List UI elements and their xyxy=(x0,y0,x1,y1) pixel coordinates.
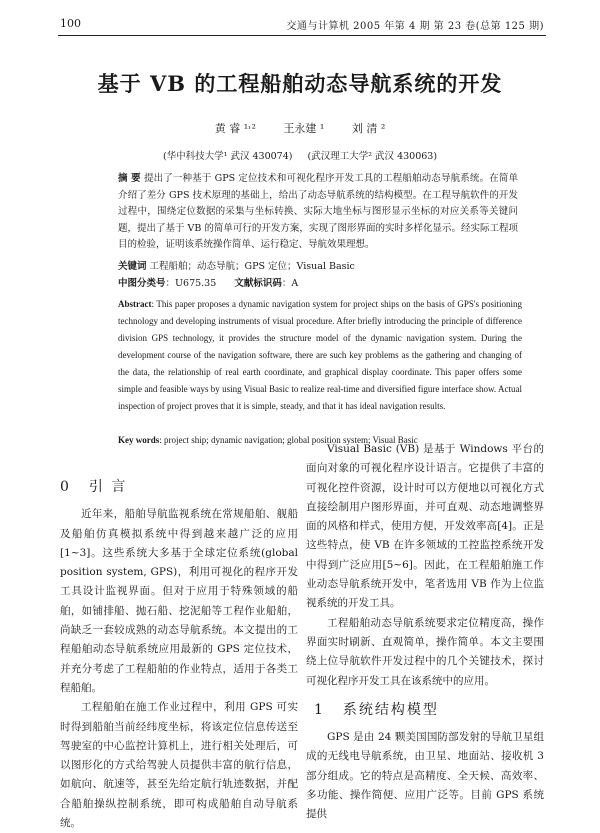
author-3: 刘 清 ² xyxy=(351,122,386,135)
abstract-cn-label: 摘 要 xyxy=(118,173,141,184)
affiliation-2: (武汉理工大学² 武汉 430063) xyxy=(307,151,438,162)
classification-line xyxy=(118,275,298,289)
section-0-number: 0 xyxy=(60,479,71,495)
header-rule xyxy=(58,35,546,36)
affiliation-1: (华中科技大学¹ 武汉 430074) xyxy=(162,151,293,162)
clc-label: 中图分类号 xyxy=(118,278,166,289)
abstract-cn xyxy=(118,171,518,254)
author-2: 王永建 ¹ xyxy=(283,122,325,135)
affiliations xyxy=(0,148,600,162)
abstract-en xyxy=(118,296,522,415)
left-column xyxy=(60,478,298,833)
keywords-cn xyxy=(118,258,355,272)
keywords-cn-text: 工程船舶；动态导航；GPS 定位；Visual Basic xyxy=(149,261,355,272)
section-0-heading xyxy=(60,478,298,497)
keywords-en-label: Key words xyxy=(118,435,160,445)
journal-header: 交通与计算机 2005 年第 4 期 第 23 卷(总第 125 期) xyxy=(286,21,544,32)
author-1: 黄 睿 ¹˒² xyxy=(214,122,256,135)
abstract-en-label: Abstract xyxy=(118,299,152,309)
section-0-paragraph-2: 工程船舶在施工作业过程中，利用 GPS 可实时得到船舶当前经纬度坐标，将该定位信息传送至驾驶室的中心监控计算机上，进行相关处理后，可以图形化的方式给驾驶人员提供丰富的航行信息，如航向、航速等，甚至先给定航行轨迹数据，并配合船舶操纵控制系统，即可构成船舶自动导航系统。 xyxy=(60,701,298,830)
abstract-cn-text: 提出了一种基于 GPS 定位技术和可视化程序开发工具的工程船舶动态导航系统。在简单介绍了差分 GPS 技术原理的基础上，给出了动态导航系统的结构模型。在工程导航软件的开发过程中，围绕定位数据的采集与坐标转换、实际大地坐标与图形显示坐标的对应关系等关键问题，提出了基于 VB 的简单可行的开发方案，实现了图形界面的实时多样化显示。经实际工程项目的检验，证明该系统操作简单、运行稳定、导航效果理想。 xyxy=(118,173,518,250)
author-list xyxy=(0,120,600,136)
section-1-paragraph-1: GPS 是由 24 颗美国国防部发射的导航卫星组成的无线电导航系统，由卫星、地面站、接收机 3 部分组成。它的特点是高精度、全天候、高效率、多功能、操作简便、应用广泛等。目前 GPS 系统提供 xyxy=(306,731,544,821)
right-paragraph-2: 工程船舶动态导航系统要求定位精度高，操作界面实时刷新、直观简单，操作简单。本文主要围绕上位导航软件开发过程中的几个关键技术，探讨可视化程序开发工具在该系统中的应用。 xyxy=(306,616,544,687)
clc-value: ：U675.35 xyxy=(165,278,217,289)
doc-code-label: 文献标识码 xyxy=(234,278,282,289)
right-paragraph-1: Visual Basic (VB) 是基于 Windows 平台的面向对象的可视化程序设计语言。它提供了丰富的可视化控件资源，设计时可以方便地以可视化方式直接绘制用户图形界面，并可直观、动态地调整界面的风格和样式，使用方便，开发效率高[4]。正是这些特点，使 VB 在许多领域的工控监控系统开发中得到广泛应用[5~6]。因此，在工程船舶施工作业动态导航系统开发中，笔者选用 VB 作为上位监视系统的开发工具。 xyxy=(306,443,544,610)
page-number: 100 xyxy=(60,17,81,30)
section-1-number: 1 xyxy=(314,701,325,718)
section-1-title: 系统结构模型 xyxy=(342,701,439,718)
section-1-heading xyxy=(314,701,544,720)
abstract-en-text: : This paper proposes a dynamic navigation system for project ships on the basis of GPS's positioning technology and developing instruments of visual procedure. After briefly introducing the principle of difference division GPS technology, it provides the structure model of the dynamic navigation system. During the development course of the navigation software, there are such key problems as the gathering and changing of the data, the relationship of real earth coordinate, and graphical display coordinate. This paper offers some simple and feasible ways by using Visual Basic to realize real-time and diversified figure interface show. Actual inspection of project proves that it is simple, steady, and that it has ideal navigation results. xyxy=(118,299,522,411)
section-0-title: 引 言 xyxy=(88,479,128,495)
right-column xyxy=(306,440,544,825)
keywords-cn-label: 关键词 xyxy=(118,261,147,272)
section-0-paragraph-1: 近年来，船舶导航监视系统在常规船舶、舰船及船舶仿真模拟系统中得到越来越广泛的应用[1~3]。这些系统大多基于全球定位系统(global position system, GPS)，利用可视化的程序开发工具设计监视界面。但对于应用于特殊领域的船舶，如铺排船、抛石船、挖泥船等工程作业船舶，尚缺乏一套较成熟的动态导航系统。本文提出的工程船舶动态导航系统应用最新的 GPS 定位技术，并充分考虑了工程船舶的作业特点，适用于各类工程船舶。 xyxy=(60,508,298,694)
keywords-en-text: : project ship; dynamic navigation; global position system; Visual Basic xyxy=(159,435,418,445)
paper-title: 基于 VB 的工程船舶动态导航系统的开发 xyxy=(97,71,503,96)
doc-code-value: ：A xyxy=(281,278,299,289)
